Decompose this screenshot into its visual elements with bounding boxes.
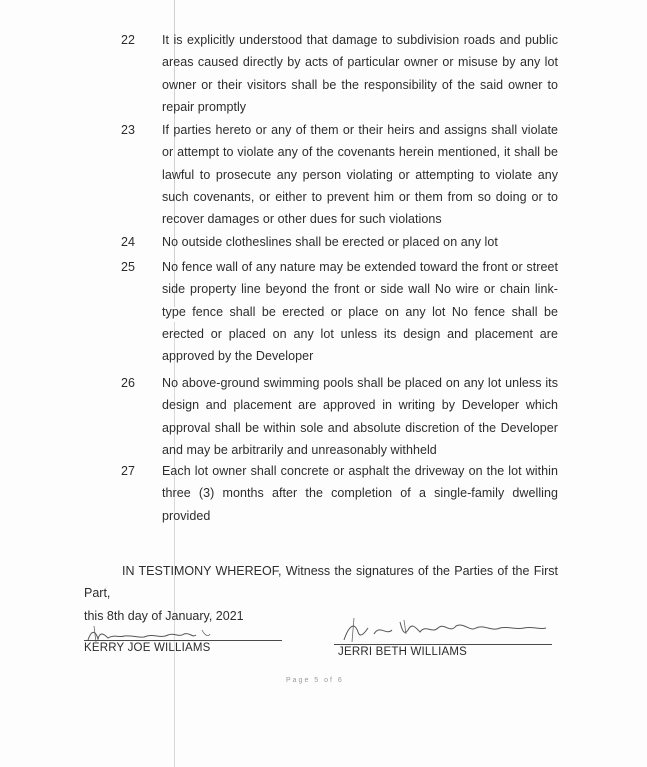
clause-number: 24 (121, 235, 135, 249)
clause-number: 22 (121, 33, 135, 47)
signer-name-left: KERRY JOE WILLIAMS (84, 642, 211, 654)
clause-text: It is explicitly understood that damage to subdivision roads and public areas caused directly by acts of particular owner or misuse by any lot owner or their visitors shall be the responsibility of the said owner to repair promptly (162, 33, 558, 114)
clause-number: 23 (121, 123, 135, 137)
handwritten-signature-right (334, 614, 554, 644)
signature-line-right (334, 644, 552, 645)
clause-text: If parties hereto or any of them or their heirs and assigns shall violate or attempt to violate any of the covenants herein mentioned, it shall be lawful to prosecute any person violating or attempting to violate any such covenants, or either to prevent him or them from so doing or to recover damages or other dues for such violations (162, 123, 558, 227)
clause-number: 26 (121, 376, 135, 390)
clause-number: 25 (121, 260, 135, 274)
clause-text: Each lot owner shall concrete or asphalt the driveway on the lot within three (3) months after the completion of a single-family dwelling provided (162, 464, 558, 523)
clause-number: 27 (121, 464, 135, 478)
testimony-line-2: this 8th day of January, 2021 (84, 608, 244, 623)
page-number: Page 5 of 6 (286, 677, 344, 684)
clause-text: No above-ground swimming pools shall be placed on any lot unless its design and placement are approved in writing by Developer which approval shall be within sole and absolute discretion of the Developer and may be arbitrarily and unreasonably withheld (162, 376, 558, 457)
signature-left (84, 622, 284, 658)
signer-name-right: JERRI BETH WILLIAMS (338, 646, 468, 658)
testimony-line-1: IN TESTIMONY WHEREOF, Witness the signatures of the Parties of the First Part, (84, 564, 558, 601)
signature-right (334, 614, 554, 660)
clause-text: No fence wall of any nature may be extended toward the front or street side property line beyond the front or side wall No wire or chain link-type fence shall be erected or place on any lot No fence shall be erected or placed on any lot unless its design and placement are approved by the Developer (162, 260, 558, 364)
signature-line-left (84, 640, 282, 641)
clause-text: No outside clotheslines shall be erected or placed on any lot (162, 235, 498, 249)
